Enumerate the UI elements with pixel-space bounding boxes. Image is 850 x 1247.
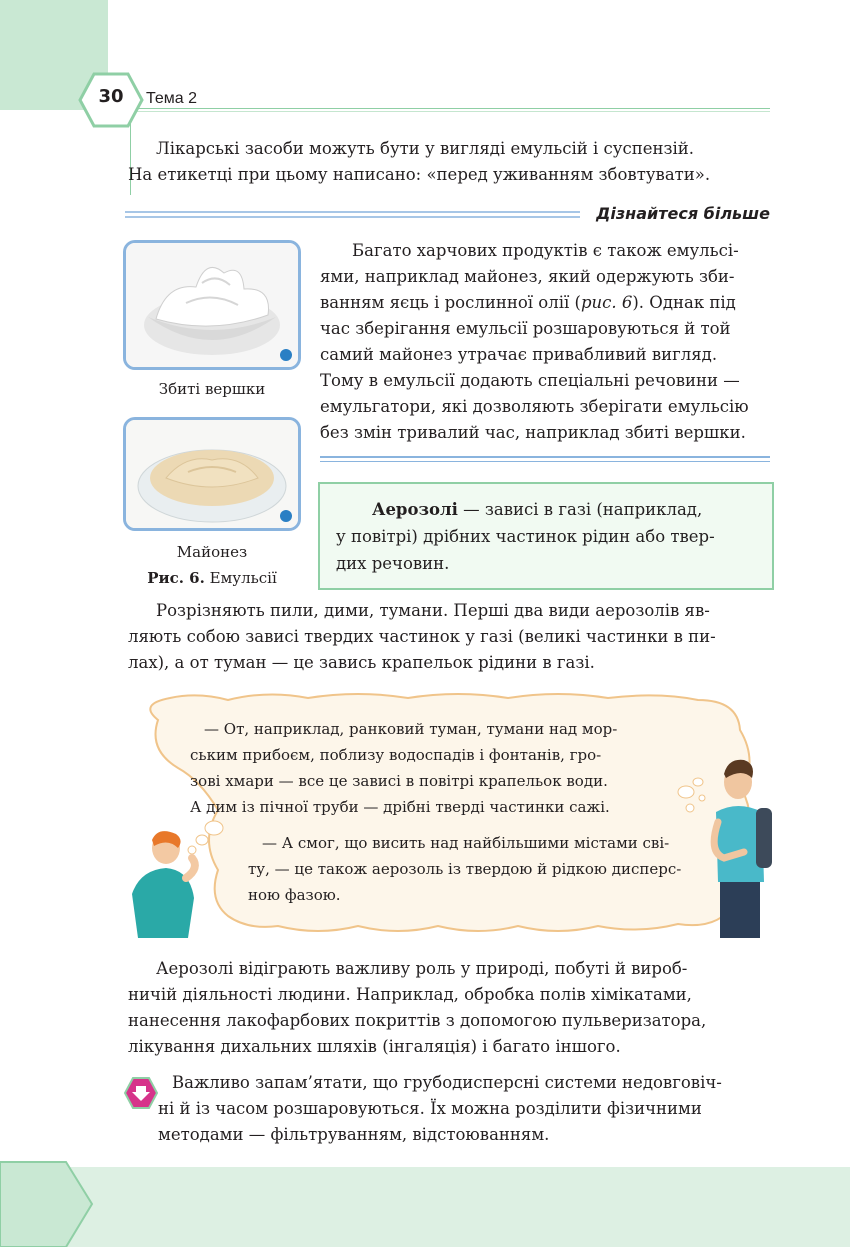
- mayonnaise-photo: [123, 417, 301, 531]
- dialog-speech-2-line-3: ною фазою.: [248, 886, 341, 904]
- learn-more-rule: [125, 210, 580, 220]
- dialog-speech-1-line-1: — От, наприклад, ранковий туман, тумани над мор-: [204, 720, 618, 738]
- paragraph-2-line-1: Розрізняють пили, дими, тумани. Перші два види аерозолів яв-: [156, 601, 710, 620]
- dialog-speech-2-line-2: ту, — це також аерозоль із твердою й рідкою дисперс-: [248, 860, 682, 878]
- learn-more-line-3: [320, 290, 770, 316]
- learn-more-line-7: емульгатори, які дозволяють зберігати емульсію: [320, 397, 749, 416]
- dialog-speech-1-line-3: зові хмари — все це зависі в повітрі крапельок води.: [190, 772, 608, 790]
- paragraph-2-line-3: лах), а от туман — це завись крапельок рідини в газі.: [128, 653, 595, 672]
- footer-corner-tab: [0, 1160, 96, 1247]
- definition-line-2: у повітрі) дрібних частинок рідин або твер-: [336, 527, 715, 546]
- topic-label: Тема 2: [146, 90, 198, 107]
- figure-label: Рис. 6.: [147, 569, 205, 587]
- paragraph-3-line-2: ничій діяльності людини. Наприклад, обробка полів хімікатами,: [128, 985, 692, 1004]
- paragraph-2-line-2: ляють собою зависі твердих частинок у газі (великі частинки в пи-: [128, 627, 716, 646]
- definition-term: Аерозолі: [372, 500, 458, 519]
- dialog-speech-2: [248, 830, 748, 908]
- figure-caption-mayonnaise: Майонез: [176, 543, 248, 561]
- learn-more-line-6: Тому в емульсії додають спеціальні речовини —: [320, 371, 740, 390]
- learn-more-line-1: Багато харчових продуктів є також емульсі-: [352, 241, 739, 260]
- whipped-cream-image: [126, 243, 298, 367]
- remember-line-2: ні й із часом розшаровуються. Їх можна розділити фізичними: [158, 1099, 702, 1118]
- boy-left-illustration: [118, 828, 208, 940]
- header-rule-secondary: [130, 111, 770, 112]
- remember-line-3: методами — фільтруванням, відстоюванням.: [158, 1125, 550, 1144]
- page-number: 30: [98, 86, 124, 107]
- definition-text: [336, 496, 754, 577]
- definition-line-1-rest: — зависі в газі (наприклад,: [457, 500, 703, 519]
- learn-more-line-5: самий майонез утрачає привабливий вигляд.: [320, 345, 718, 364]
- figure-caption: [123, 569, 301, 587]
- dialog-speech-1-line-4: А дим із пічної труби — дрібні тверді частинки сажі.: [190, 798, 610, 816]
- dialog-speech-1-line-2: ським прибоєм, поблизу водоспадів і фонтанів, гро-: [190, 746, 602, 764]
- learn-more-line-2: ями, наприклад майонез, який одержують зби-: [320, 267, 735, 286]
- header-rule: [130, 108, 770, 109]
- intro-line-2: На етикетці при цьому написано: «перед уживанням збовтувати».: [128, 165, 711, 184]
- learn-more-line-4: час зберігання емульсії розшаровуються й той: [320, 319, 731, 338]
- definition-line-3: дих речовин.: [336, 554, 450, 573]
- definition-line-1: [336, 496, 754, 523]
- paragraph-3-line-4: лікування дихальних шляхів (інгаляція) і багато іншого.: [128, 1037, 621, 1056]
- footer-band: [0, 1167, 850, 1247]
- remember-icon: [124, 1076, 158, 1110]
- whipped-cream-photo: [123, 240, 301, 370]
- figure-caption-whipped-cream: Збиті вершки: [158, 380, 266, 398]
- paragraph-3-line-1: Аерозолі відіграють важливу роль у природі, побуті й вироб-: [156, 959, 688, 978]
- learn-more-end-rule: [320, 456, 770, 458]
- dialog-speech-1: [190, 716, 690, 820]
- remember-line-1: Важливо запам’ятати, що грубодисперсні системи недовговіч-: [172, 1073, 722, 1092]
- figure-reference: рис. 6: [580, 293, 633, 312]
- learn-more-line-3-end: ). Однак під: [632, 293, 736, 312]
- intro-line-1: Лікарські засоби можуть бути у вигляді емульсій і суспензій.: [156, 139, 695, 158]
- learn-more-line-3-start: ванням яєць і рослинної олії (: [320, 293, 581, 312]
- mayonnaise-image: [126, 420, 298, 528]
- dialog-speech-2-line-1: — А смог, що висить над найбільшими містами сві-: [262, 834, 670, 852]
- paragraph-3-line-3: нанесення лакофарбових покриттів з допомогою пульверизатора,: [128, 1011, 707, 1030]
- learn-more-title: Дізнайтеся більше: [596, 204, 770, 223]
- learn-more-line-8: без змін тривалий час, наприклад збиті вершки.: [320, 423, 746, 442]
- learn-more-end-rule-secondary: [320, 461, 770, 462]
- figure-title: Емульсії: [209, 569, 277, 587]
